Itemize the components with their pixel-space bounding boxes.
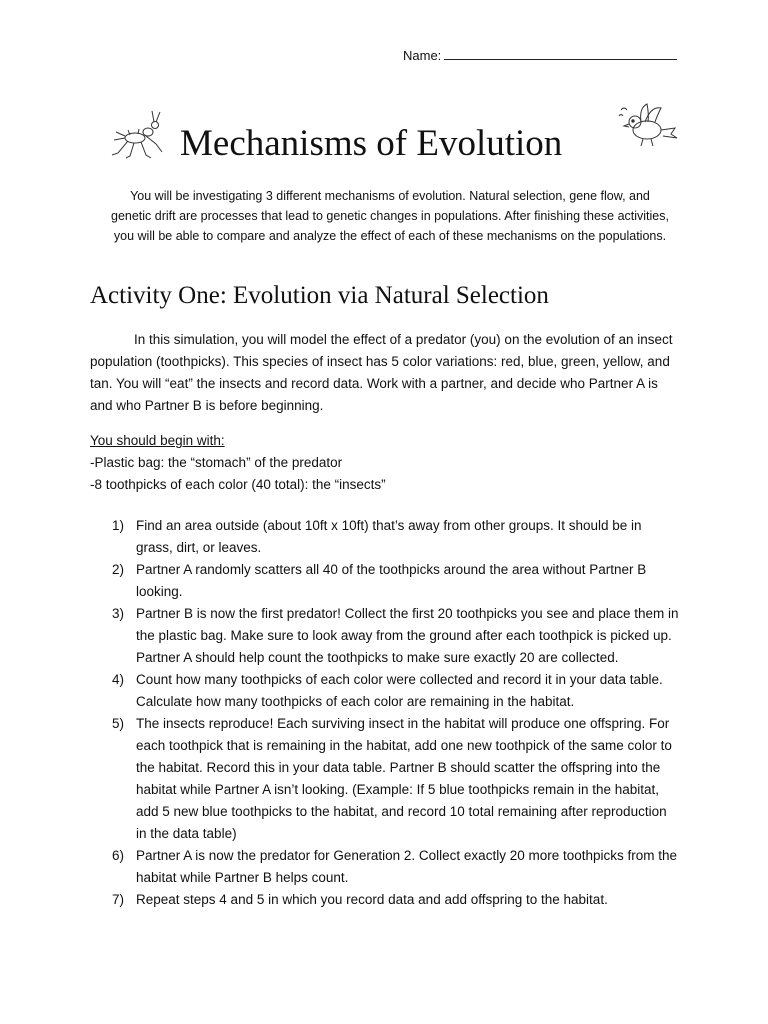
materials-item: -8 toothpicks of each color (40 total): the “insects” xyxy=(90,477,386,492)
materials-item: -Plastic bag: the “stomach” of the predator xyxy=(90,455,343,470)
step-text: Partner A randomly scatters all 40 of the toothpicks around the area without Partner B looking. xyxy=(136,562,647,599)
step-item xyxy=(90,515,680,559)
step-number: 4) xyxy=(112,672,125,687)
activity-paragraph-text: In this simulation, you will model the effect of a predator (you) on the evolution of an insect population (toothpicks). This species of insect has 5 color variations: red, blue, green, yellow, and tan. You will “eat” the insects and record data. Work with a partner, and decide who Partner A is and who Partner B is before beginning. xyxy=(90,332,673,413)
step-number: 5) xyxy=(112,716,125,731)
step-text: Count how many toothpicks of each color were collected and record it in your data table. Calculate how many toothpicks of each color are remaining in the habitat. xyxy=(136,672,663,709)
step-item xyxy=(90,559,680,603)
title-row xyxy=(100,104,700,174)
step-text: Find an area outside (about 10ft x 10ft) that’s away from other groups. It should be in grass, dirt, or leaves. xyxy=(136,518,642,555)
step-item xyxy=(90,669,680,713)
materials-section xyxy=(90,430,674,496)
intro-paragraph: You will be investigating 3 different mechanisms of evolution. Natural selection, gene flow, and genetic drift are processes that lead to genetic changes in populations. After finishing these activities, you will be able to compare and analyze the effect of each of these mechanisms on the populations. xyxy=(111,189,669,243)
step-text: Partner A is now the predator for Generation 2. Collect exactly 20 more toothpicks from the habitat while Partner B helps count. xyxy=(136,848,678,885)
name-blank-line[interactable] xyxy=(444,46,677,60)
step-number: 7) xyxy=(112,892,125,907)
step-item xyxy=(90,889,680,911)
name-label: Name: xyxy=(403,48,442,63)
step-item xyxy=(90,603,680,669)
step-item xyxy=(90,713,680,845)
step-number: 1) xyxy=(112,518,125,533)
activity-paragraph xyxy=(90,329,674,417)
insect-drawing-icon xyxy=(108,108,168,166)
activity-heading: Activity One: Evolution via Natural Selection xyxy=(90,282,549,309)
step-item xyxy=(90,845,680,889)
name-field[interactable] xyxy=(403,46,677,65)
step-text: Repeat steps 4 and 5 in which you record data and add offspring to the habitat. xyxy=(136,892,608,907)
bird-drawing-icon xyxy=(615,100,681,156)
step-number: 6) xyxy=(112,848,125,863)
steps-list xyxy=(90,515,680,911)
materials-heading: You should begin with: xyxy=(90,433,225,448)
step-text: Partner B is now the first predator! Collect the first 20 toothpicks you see and place them in the plastic bag. Make sure to look away from the ground after each toothpick is picked up. Partner A should help count the toothpicks to make sure exactly 20 are collected. xyxy=(136,606,679,665)
step-text: The insects reproduce! Each surviving insect in the habitat will produce one offspring. For each toothpick that is remaining in the habitat, add one new toothpick of the same color to the habitat. Record this in your data table. Partner B should scatter the offspring into the habitat while Partner A isn’t looking. (Example: If 5 blue toothpicks remain in the habitat, add 5 new blue toothpicks to the habitat, and record 10 total remaining after reproduction in the data table) xyxy=(136,716,672,841)
step-number: 2) xyxy=(112,562,125,577)
step-number: 3) xyxy=(112,606,125,621)
page-title: Mechanisms of Evolution xyxy=(180,123,563,164)
